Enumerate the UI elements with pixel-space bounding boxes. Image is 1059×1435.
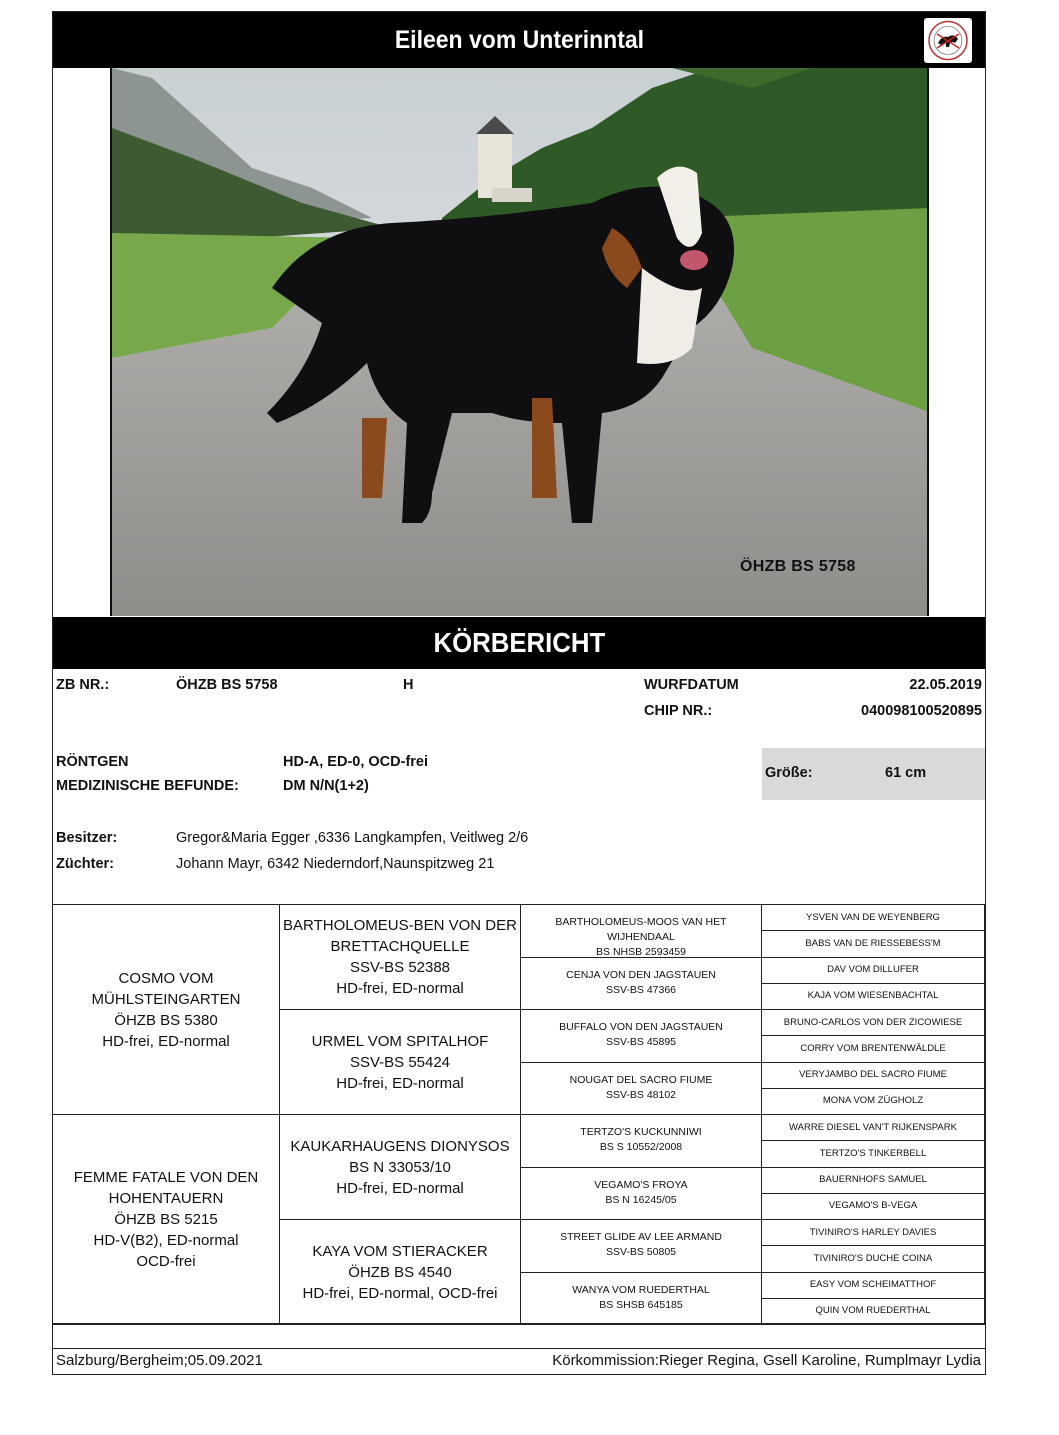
pedigree-line: WANYA VOM RUEDERTHAL: [572, 1283, 710, 1296]
pedigree-great-great-grandparent: [762, 1168, 985, 1194]
pedigree-line: TIVINIRO'S DUCHE COINA: [813, 1252, 933, 1264]
size-label: Größe:: [765, 765, 813, 781]
pedigree-great-great-grandparent-text: [823, 1094, 923, 1108]
pedigree-line: MONA VOM ZÜGHOLZ: [822, 1095, 924, 1107]
pedigree-line: WARRE DIESEL VAN'T RIJKENSPARK: [789, 1121, 957, 1133]
pedigree-great-great-grandparent: [762, 1194, 985, 1220]
chip-value: 040098100520895: [861, 703, 982, 719]
pedigree-great-grandparent: [521, 1115, 762, 1168]
wurf-label: WURFDATUM: [644, 677, 739, 693]
sex-value: H: [403, 677, 414, 693]
club-logo: [924, 18, 972, 63]
pedigree-great-grandparent-text: [594, 1178, 687, 1208]
report-title-bar: [53, 617, 985, 669]
pedigree-line: BS NHSB 2593459: [596, 946, 686, 958]
pedigree-great-grandparent-text: [572, 1283, 710, 1313]
pedigree-great-great-grandparent-text: [810, 1226, 937, 1240]
pedigree-line: BS N 16245/05: [605, 1193, 677, 1206]
med-label: MEDIZINISCHE BEFUNDE:: [56, 778, 239, 794]
pedigree-line: FEMME FATALE VON DEN: [73, 1169, 259, 1186]
pedigree-great-great-grandparent: [762, 1141, 985, 1167]
pedigree-line: HD-V(B2), ED-normal: [93, 1232, 239, 1249]
pedigree-line: BARTHOLOMEUS-BEN VON DER: [283, 917, 517, 934]
pedigree-great-great-grandparent-text: [789, 1121, 957, 1135]
pedigree-line: BARTHOLOMEUS-MOOS VAN HET WIJHENDAAL: [555, 916, 727, 943]
pedigree-line: HD-frei, ED-normal: [336, 1179, 464, 1197]
pedigree-grandparent-text: [283, 915, 517, 999]
pedigree-great-great-grandparent-text: [814, 1252, 932, 1266]
pedigree-parent-text: [92, 968, 241, 1052]
pedigree-line: SSV-BS 45895: [605, 1036, 677, 1048]
breeder-value: Johann Mayr, 6342 Niederndorf,Naunspitzweg 21: [176, 856, 495, 872]
pedigree-great-great-grandparent-text: [816, 1304, 931, 1318]
pedigree-line: URMEL VOM SPITALHOF: [311, 1032, 489, 1050]
pedigree-great-great-grandparent: [762, 1299, 985, 1325]
pedigree-line: BAUERNHOFS SAMUEL: [819, 1174, 927, 1186]
pedigree-great-great-grandparent: [762, 1273, 985, 1299]
pedigree-line: TERTZO'S TINKERBELL: [819, 1147, 927, 1159]
pedigree-great-great-grandparent: [762, 984, 985, 1010]
pedigree-great-great-grandparent-text: [784, 1016, 962, 1030]
pedigree-great-grandparent-text: [559, 1020, 723, 1050]
pedigree-great-grandparent-text: [560, 1230, 722, 1260]
pedigree-line: COSMO VOM: [118, 969, 214, 987]
pedigree-line: BS S 10552/2008: [599, 1141, 683, 1153]
pedigree-line: SSV-BS 47366: [605, 983, 677, 996]
photo-caption: ÖHZB BS 5758: [740, 558, 856, 575]
dog-photo: [110, 68, 929, 616]
pedigree-line: BRETTACHQUELLE: [330, 938, 470, 955]
pedigree-bottom-border: [53, 1323, 985, 1324]
pedigree-great-great-grandparent: [762, 1063, 985, 1089]
pedigree-line: HD-frei, ED-normal: [336, 1074, 464, 1092]
pedigree-line: SSV-BS 52388: [349, 959, 451, 976]
pedigree-great-grandparent-text: [521, 915, 761, 960]
zb-label: ZB NR.:: [56, 677, 110, 693]
pedigree-line: VEGAMO'S B-VEGA: [828, 1200, 918, 1212]
pedigree-line: VERYJAMBO DEL SACRO FIUME: [799, 1069, 947, 1081]
pedigree-great-great-grandparent-text: [806, 911, 940, 925]
pedigree-great-great-grandparent-text: [819, 1173, 927, 1187]
pedigree-grandparent-text: [290, 1136, 509, 1199]
pedigree-grandparent: [280, 1115, 521, 1220]
pedigree-line: BRUNO-CARLOS VON DER ZICOWIESE: [783, 1016, 963, 1028]
pedigree-line: CENJA VON DEN JAGSTAUEN: [566, 968, 716, 981]
pedigree-great-great-grandparent: [762, 1220, 985, 1246]
pedigree-line: EASY VOM SCHEIMATTHOF: [809, 1279, 937, 1291]
wurf-value: 22.05.2019: [909, 677, 982, 693]
pedigree-parent: [53, 905, 280, 1115]
koerbericht-sheet: [52, 11, 986, 1375]
pedigree-great-great-grandparent: [762, 958, 985, 984]
pedigree-grandparent-text: [302, 1241, 497, 1304]
pedigree-line: NOUGAT DEL SACRO FIUME: [569, 1073, 713, 1086]
pedigree-line: ÖHZB BS 5380: [114, 1011, 218, 1029]
pedigree-line: TIVINIRO'S HARLEY DAVIES: [809, 1226, 937, 1238]
pedigree-great-great-grandparent-text: [820, 1147, 927, 1161]
pedigree-great-grandparent: [521, 1010, 762, 1063]
pedigree-line: SSV-BS 48102: [605, 1088, 677, 1101]
pedigree-great-grandparent: [521, 1168, 762, 1221]
pedigree-grandparent: [280, 905, 521, 1010]
roentgen-label: RÖNTGEN: [56, 754, 129, 770]
pedigree-table: [53, 905, 984, 1325]
roentgen-value: HD-A, ED-0, OCD-frei: [283, 754, 429, 770]
pedigree-great-great-grandparent: [762, 1246, 985, 1272]
pedigree-line: BUFFALO VON DEN JAGSTAUEN: [559, 1021, 723, 1033]
pedigree-great-grandparent: [521, 905, 762, 958]
pedigree-line: BS N 33053/10: [349, 1158, 451, 1176]
pedigree-great-grandparent-text: [566, 968, 716, 998]
pedigree-line: ÖHZB BS 4540: [348, 1263, 452, 1281]
pedigree-grandparent: [280, 1010, 521, 1115]
owner-label: Besitzer:: [56, 830, 118, 846]
pedigree-line: CORRY VOM BRENTENWÄLDLE: [800, 1042, 946, 1054]
pedigree-great-grandparent: [521, 958, 762, 1011]
pedigree-line: MÜHLSTEINGARTEN: [91, 990, 241, 1008]
pedigree-line: BS SHSB 645185: [599, 1298, 683, 1311]
pedigree-line: STREET GLIDE AV LEE ARMAND: [560, 1231, 722, 1243]
pedigree-line: ÖHZB BS 5215: [114, 1211, 218, 1228]
pedigree-great-great-grandparent: [762, 1089, 985, 1115]
pedigree-line: SSV-BS 50805: [605, 1246, 677, 1258]
pedigree-line: OCD-frei: [136, 1253, 196, 1270]
pedigree-line: HOHENTAUERN: [108, 1190, 224, 1207]
pedigree-great-great-grandparent-text: [808, 989, 939, 1003]
title-bar: [53, 12, 985, 68]
pedigree-line: HD-frei, ED-normal: [336, 980, 464, 997]
pedigree-great-great-grandparent-text: [799, 1068, 947, 1082]
pedigree-line: DAV VOM DILLUFER: [827, 964, 919, 976]
pedigree-great-grandparent: [521, 1220, 762, 1273]
pedigree-great-grandparent: [521, 1273, 762, 1326]
footer-commission: Körkommission:Rieger Regina, Gsell Karoline, Rumplmayr Lydia: [552, 1352, 981, 1369]
report-title: KÖRBERICHT: [433, 627, 605, 658]
pedigree-great-great-grandparent-text: [805, 937, 940, 951]
pedigree-great-great-grandparent: [762, 1036, 985, 1062]
chip-label: CHIP NR.:: [644, 703, 713, 719]
pedigree-line: KAYA VOM STIERACKER: [312, 1242, 488, 1260]
pedigree-great-grandparent-text: [580, 1125, 701, 1155]
owner-value: Gregor&Maria Egger ,6336 Langkampfen, Veitlweg 2/6: [176, 830, 529, 846]
pedigree-great-great-grandparent-text: [827, 963, 919, 977]
pedigree-great-grandparent: [521, 1063, 762, 1116]
zb-value: ÖHZB BS 5758: [176, 677, 278, 693]
pedigree-great-grandparent-text: [570, 1073, 713, 1103]
size-box: [762, 748, 985, 800]
pedigree-great-great-grandparent-text: [829, 1199, 917, 1213]
pedigree-line: KAUKARHAUGENS DIONYSOS: [290, 1137, 510, 1155]
pedigree-line: SSV-BS 55424: [349, 1053, 451, 1071]
footer-place-date: Salzburg/Bergheim;05.09.2021: [56, 1352, 263, 1369]
pedigree-grandparent-text: [312, 1031, 489, 1094]
pedigree-great-great-grandparent-text: [810, 1278, 936, 1292]
size-value: 61 cm: [885, 765, 927, 781]
pedigree-line: YSVEN VAN DE WEYENBERG: [806, 911, 940, 923]
pedigree-great-great-grandparent: [762, 931, 985, 957]
dog-name-title: Eileen vom Unterinntal: [394, 26, 644, 54]
med-value: DM N/N(1+2): [283, 778, 369, 794]
pedigree-line: VEGAMO'S FROYA: [594, 1178, 688, 1191]
pedigree-line: KAJA VOM WIESENBACHTAL: [807, 990, 939, 1002]
pedigree-grandparent: [280, 1220, 521, 1325]
breeder-label: Züchter:: [56, 856, 114, 872]
pedigree-line: TERTZO'S KUCKUNNIWI: [580, 1126, 702, 1138]
pedigree-line: BABS VAN DE RIESSEBESS'M: [805, 937, 941, 949]
pedigree-great-great-grandparent: [762, 1010, 985, 1036]
pedigree-parent-text: [74, 1167, 258, 1272]
pedigree-line: HD-frei, ED-normal: [102, 1032, 230, 1050]
pedigree-great-great-grandparent: [762, 1115, 985, 1141]
pedigree-line: HD-frei, ED-normal, OCD-frei: [302, 1284, 498, 1302]
footer-divider: [53, 1348, 985, 1349]
pedigree-parent: [53, 1115, 280, 1325]
pedigree-great-great-grandparent-text: [800, 1042, 945, 1056]
pedigree-line: QUIN VOM RUEDERTHAL: [815, 1305, 931, 1317]
pedigree-great-great-grandparent: [762, 905, 985, 931]
